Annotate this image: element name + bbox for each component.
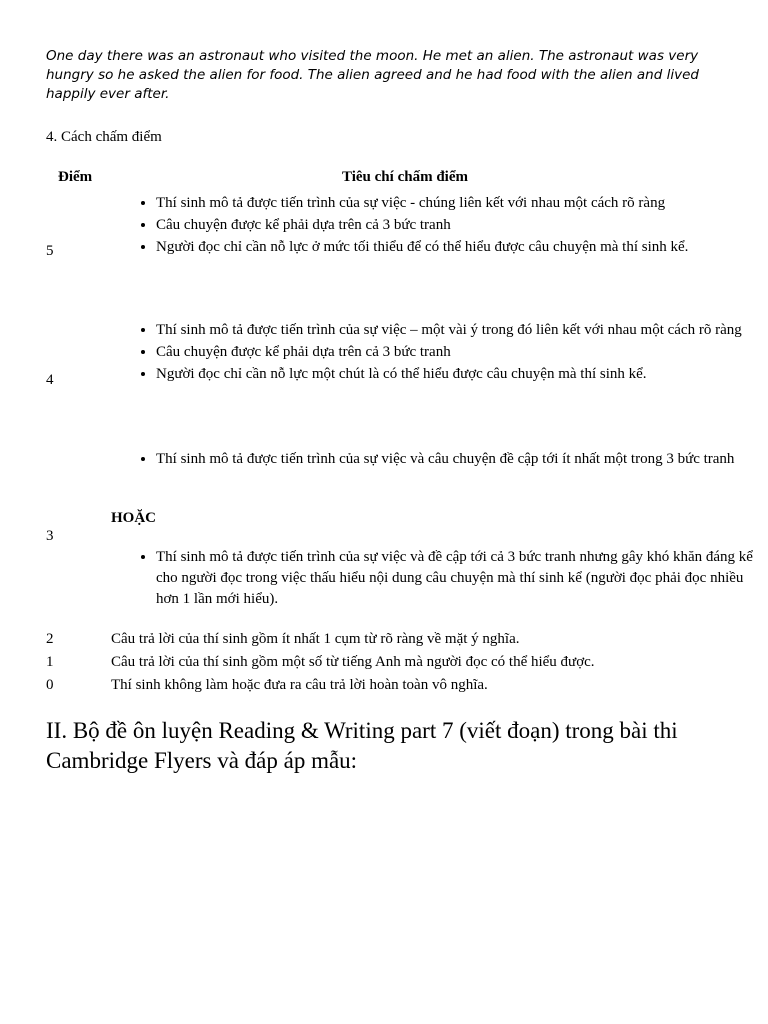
list-item: • Thí sinh mô tả được tiến trình của sự việc – một vài ý trong đó liên kết với nhau một cách rõ ràng <box>156 320 756 341</box>
criteria-list-4 <box>130 320 756 386</box>
list-item: • Người đọc chỉ cần nỗ lực một chút là có thể hiểu được câu chuyện mà thí sinh kể. <box>156 364 756 385</box>
score-3: 3 <box>46 528 54 544</box>
list-item: • Người đọc chỉ cần nỗ lực ở mức tối thiểu để có thể hiểu được câu chuyện mà thí sinh kể. <box>156 237 756 258</box>
score-4: 4 <box>46 372 54 388</box>
criteria-list-3b <box>130 547 756 611</box>
criteria-0: Thí sinh không làm hoặc đưa ra câu trả lời hoàn toàn vô nghĩa. <box>111 677 488 693</box>
score-column-header: Điểm <box>58 169 93 185</box>
list-item: • Câu chuyện được kể phải dựa trên cả 3 bức tranh <box>156 342 756 363</box>
score-5: 5 <box>46 243 54 259</box>
criteria-list-3a <box>130 449 756 471</box>
criteria-list-5 <box>130 193 756 259</box>
list-item: • Thí sinh mô tả được tiến trình của sự việc và đề cập tới cả 3 bức tranh nhưng gây khó khăn đáng kể cho người đọc trong việc thấu hiểu nội dung câu chuyện mà thí sinh kể (người đọc phải đọc nhiều hơn 1 lần mới hiểu). <box>156 547 756 610</box>
list-item: • Thí sinh mô tả được tiến trình của sự việc - chúng liên kết với nhau một cách rõ ràng <box>156 193 756 214</box>
section-heading: 4. Cách chấm điểm <box>46 129 162 145</box>
criteria-column-header: Tiêu chí chấm điểm <box>342 169 468 185</box>
part-heading: II. Bộ đề ôn luyện Reading & Writing part 7 (viết đoạn) trong bài thi Cambridge Flyers và đáp áp mẫu: <box>46 718 678 773</box>
list-item: • Thí sinh mô tả được tiến trình của sự việc và câu chuyện đề cập tới ít nhất một trong 3 bức tranh <box>156 449 756 470</box>
criteria-1: Câu trả lời của thí sinh gồm một số từ tiếng Anh mà người đọc có thể hiểu được. <box>111 654 595 670</box>
or-label: HOẶC <box>111 510 156 526</box>
score-2: 2 <box>46 631 54 647</box>
score-0: 0 <box>46 677 54 693</box>
score-1: 1 <box>46 654 54 670</box>
list-item: • Câu chuyện được kể phải dựa trên cả 3 bức tranh <box>156 215 756 236</box>
story-paragraph: One day there was an astronaut who visited the moon. He met an alien. The astronaut was very hungry so he asked the alien for food. The alien agreed and he had food with the alien and lived happily ever after. <box>46 48 699 102</box>
criteria-2: Câu trả lời của thí sinh gồm ít nhất 1 cụm từ rõ ràng về mặt ý nghĩa. <box>111 631 520 647</box>
